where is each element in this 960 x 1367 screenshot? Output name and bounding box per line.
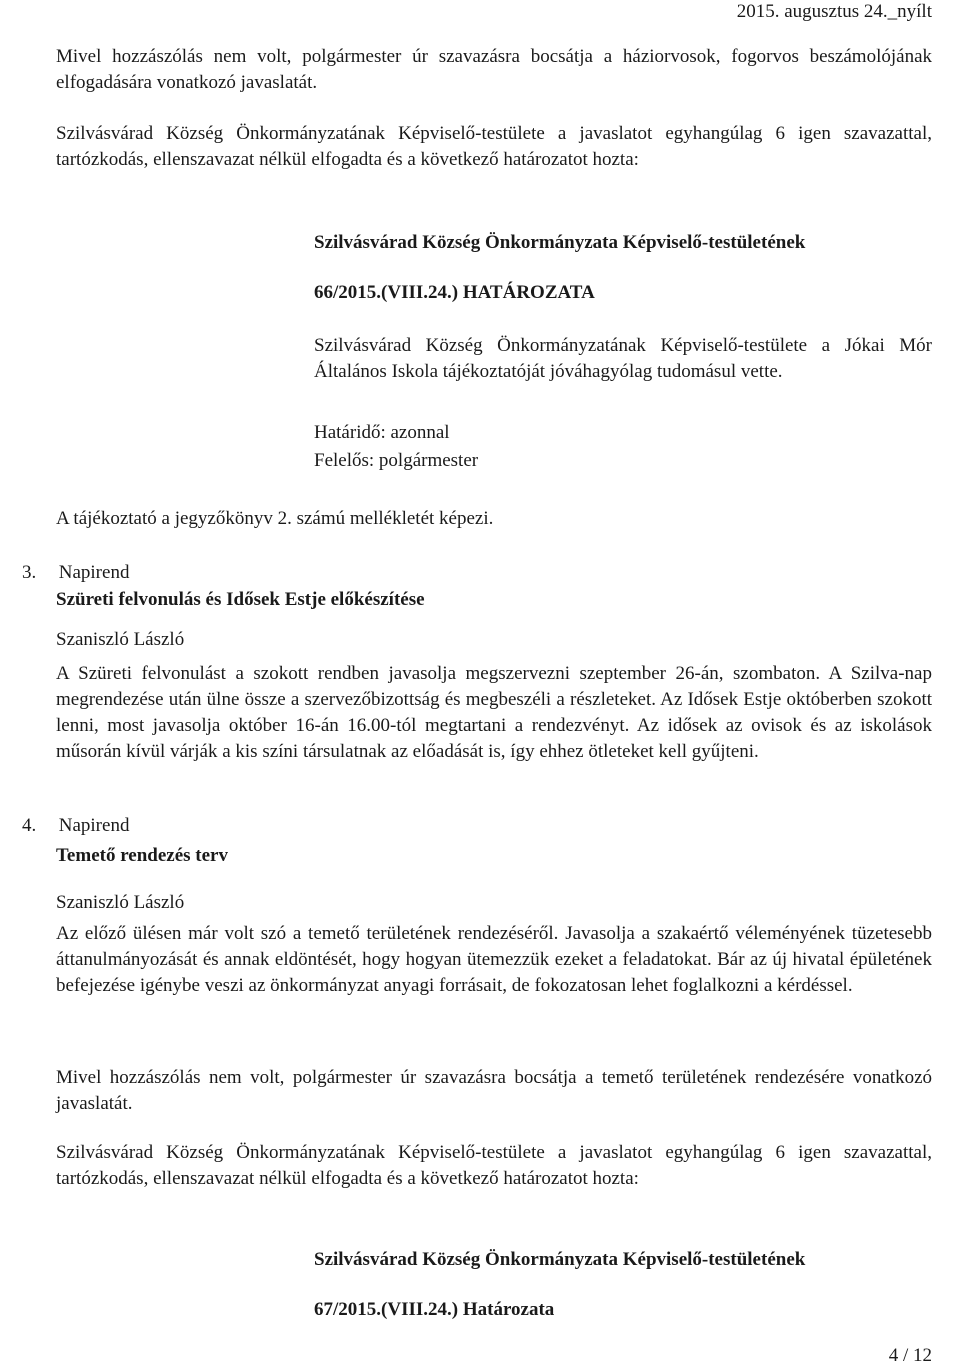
agenda-4-text: Az előző ülésen már volt szó a temető területének rendezéséről. Javasolja a szakaértő véleményének tüzetesebb áttanulmányozását és annak eldöntését, hogy hogyan ütemezzük ezeket a feladatokat. Bár az új hivatal épületének befejezése igénybe veszi az önkormányzat anyagi forrásait, de fokozatosan lehet foglalkozni a kérdéssel. xyxy=(56,923,932,996)
agenda-3-speaker: Szaniszló László xyxy=(56,629,185,650)
resolution-2-title: Szilvásvárad Község Önkormányzata Képviselő-testületének xyxy=(314,1249,806,1270)
paragraph-vote-result-2: Szilvásvárad Község Önkormányzatának Képviselő-testülete a javaslatot egyhangúlag 6 igen szavazattal, tartózkodás, ellenszavazat nélkül elfogadta és a következő határozatot hozta: xyxy=(56,1142,932,1189)
agenda-4-speaker: Szaniszló László xyxy=(56,892,185,913)
agenda-3-number: 3. xyxy=(22,562,37,583)
paragraph-vote-call-2: Mivel hozzászólás nem volt, polgármester úr szavazásra bocsátja a temető területének rendezésére vonatkozó javaslatát. xyxy=(56,1067,932,1114)
agenda-3-text: A Szüreti felvonulást a szokott rendben javasolja megszervezni szeptember 26-án, szombaton. A Szilva-nap megrendezése után ülne össze a szervezőbizottság és megbeszéli a részleteket. Az Idősek Estje októberben szokott lenni, most javasolja október 16-án 16.00-tól megtartani a rendezvényt. Az idősek az ovisok és az iskolások műsorán kívül várják a kis színi társulatnak az előadását is, így ehhez ötleteket kell gyűjteni. xyxy=(56,663,932,762)
agenda-4-label: Napirend xyxy=(58,815,130,836)
paragraph-vote-result-1: Szilvásvárad Község Önkormányzatának Képviselő-testülete a javaslatot egyhangúlag 6 igen szavazattal, tartózkodás, ellenszavazat nélkül elfogadta és a következő határozatot hozta: xyxy=(56,123,932,170)
resolution-1-body: Szilvásvárad Község Önkormányzatának Képviselő-testülete a Jókai Mór Általános Iskola tájékoztatóját jóváhagyólag tudomásul vette. xyxy=(314,335,932,382)
resolution-1-responsible: Felelős: polgármester xyxy=(314,450,479,471)
agenda-4-number: 4. xyxy=(22,815,37,836)
paragraph-vote-call-1: Mivel hozzászólás nem volt, polgármester úr szavazásra bocsátja a háziorvosok, fogorvos beszámolójának elfogadására vonatkozó javaslatát. xyxy=(56,46,932,93)
resolution-1-title: Szilvásvárad Község Önkormányzata Képviselő-testületének xyxy=(314,232,806,253)
resolution-1-deadline: Határidő: azonnal xyxy=(314,422,450,443)
agenda-3-heading xyxy=(22,560,932,586)
agenda-3-title: Szüreti felvonulás és Idősek Estje előkészítése xyxy=(56,589,425,610)
header-date: 2015. augusztus 24._nyílt xyxy=(736,1,932,22)
agenda-4-heading xyxy=(22,813,932,839)
annex-note: A tájékoztató a jegyzőkönyv 2. számú mellékletét képezi. xyxy=(56,508,494,529)
agenda-3-label: Napirend xyxy=(58,562,130,583)
agenda-4-title: Temető rendezés terv xyxy=(56,845,228,866)
resolution-2-number: 67/2015.(VIII.24.) Határozata xyxy=(314,1299,555,1320)
page-number: 4 / 12 xyxy=(888,1345,932,1366)
resolution-1-number: 66/2015.(VIII.24.) HATÁROZATA xyxy=(314,282,595,303)
